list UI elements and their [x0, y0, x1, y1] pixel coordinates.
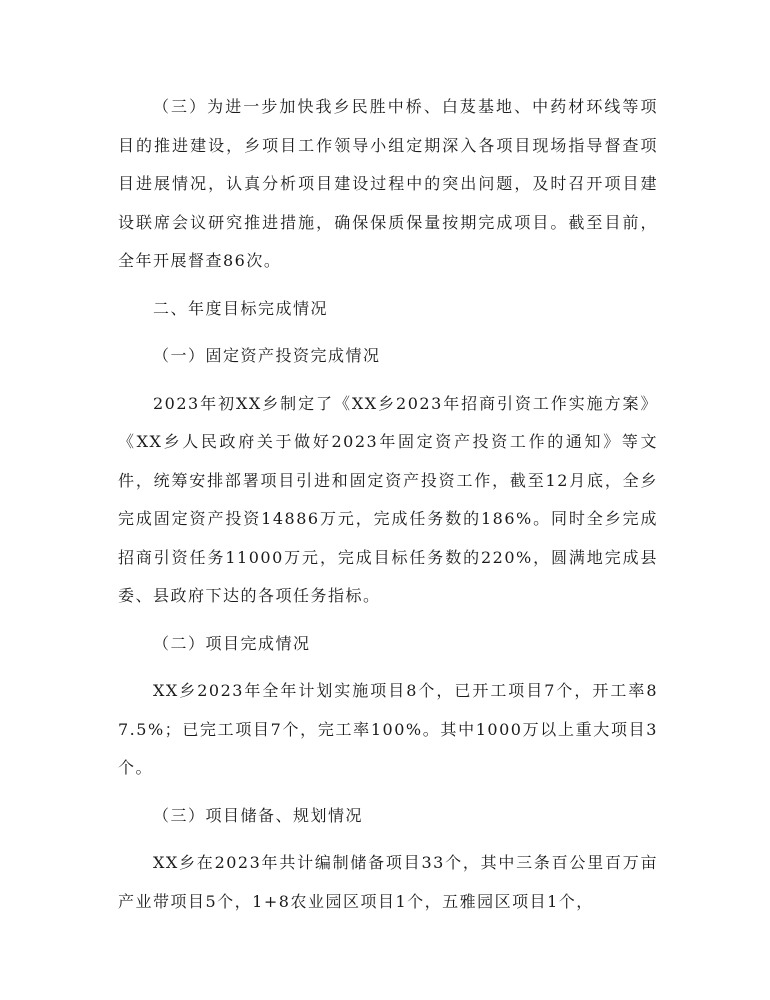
subheading-project-completion: （二）项目完成情况	[153, 633, 311, 653]
paragraph-supervision: （三）为进一步加快我乡民胜中桥、白芨基地、中药材环线等项目的推进建设，乡项目工作领导小组定期深入各项目现场指导督查项目进展情况，认真分析项目建设过程中的突出问题，及时召开项目建设联席会议研究推进措施，确保保质保量按期完成项目。截至目前，全年开展督查86次。	[118, 97, 658, 270]
paragraph-investment: 2023年初XX乡制定了《XX乡2023年招商引资工作实施方案》《XX乡人民政府关于做好2023年固定资产投资工作的通知》等文件，统筹安排部署项目引进和固定资产投资工作，截至12月底，全乡完成固定资产投资14886万元，完成任务数的186%。同时全乡完成招商引资任务11000万元，完成目标任务数的220%，圆满地完成县委、县政府下达的各项任务指标。	[118, 393, 658, 605]
document-body	[118, 88, 658, 921]
subheading-fixed-asset-investment: （一）固定资产投资完成情况	[153, 346, 381, 365]
subheading-project-reserve: （三）项目储备、规划情况	[153, 805, 364, 825]
paragraph-reserve: XX乡在2023年共计编制储备项目33个，其中三条百公里百万亩产业带项目5个，1+8农业园区项目1个，五雅园区项目1个，	[118, 853, 658, 911]
paragraph-projects: XX乡2023年全年计划实施项目8个，已开工项目7个，开工率87.5%；已完工项目7个，完工率100%。其中1000万以上重大项目3个。	[118, 681, 658, 777]
section-heading-annual-targets: 二、年度目标完成情况	[153, 298, 329, 318]
